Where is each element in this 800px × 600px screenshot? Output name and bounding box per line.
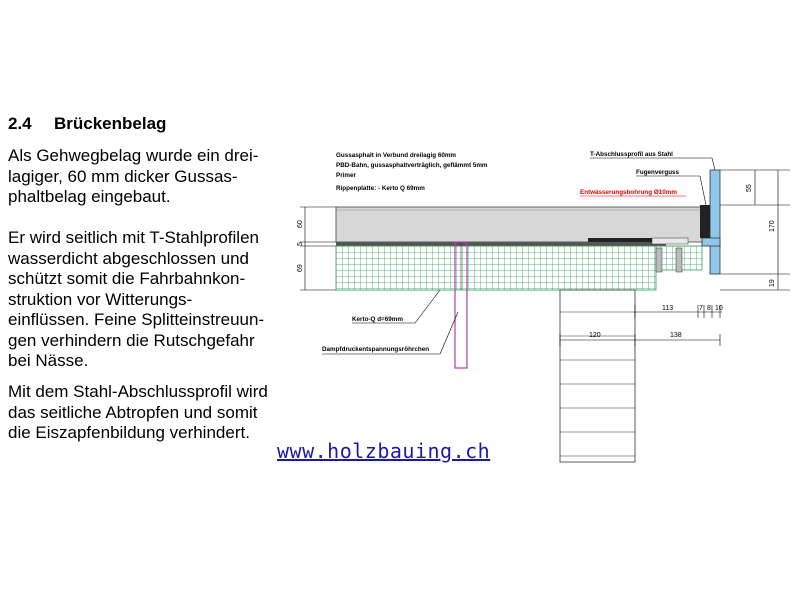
paragraph-drip-edge: Mit dem Stahl-Abschlussprofil wird das seitliche Abtropfen und somit die Eiszapfenbildung verhindert. [8,382,268,442]
callout-drainage-hole: Entwässerungsbohrung Ø10mm [580,189,677,196]
note-gussasphalt: Gussasphalt in Verbund dreilagig 60mm [336,152,457,159]
callout-fugenverguss: Fugenverguss [636,169,680,176]
section-number: 2.4 [8,114,32,133]
paragraph-profiles: Er wird seitlich mit T-Stahlprofilen wasserdicht abgeschlossen und schützt somit die Fahrbahnkon- struktion vor Witterungs- einflüssen. Feine Splitteinstreuun- gen verhindern die Rutschgefahr bei Nässe. [8,228,265,370]
membrane-layer [336,242,666,246]
note-rippenplatte: Rippenplatte: - Kerto Q 69mm [336,185,425,192]
t-profile-steel [710,170,720,274]
glulam-beam [560,290,635,462]
section-title: Brückenbelag [54,114,167,133]
dim-bottom-10: 10 [715,305,723,312]
website-link[interactable]: www.holzbauing.ch [277,439,491,463]
note-pbd-bahn: PBD-Bahn, gussasphaltverträglich, geflämmt 5mm [336,162,488,169]
asphalt-layer [336,207,702,242]
note-primer: Primer [336,172,356,179]
dim-left-asphalt: 60 [297,220,304,228]
dim-right-total: 170 [769,220,776,232]
dim-bottom-138: 138 [670,332,682,339]
dim-bottom-8: 8 [707,305,711,312]
dim-left-membrane: 5 [297,242,304,246]
callout-kerto: Kerto-Q d=69mm [352,316,403,323]
dim-bottom-7: 7 [699,305,703,312]
dim-bottom-113: 113 [662,305,674,312]
dim-right-top: 55 [746,184,753,192]
callout-t-profile: T-Abschlussprofil aus Stahl [590,151,673,158]
dim-bottom-120: 120 [589,332,601,339]
dim-right-bottom: 19 [769,279,776,287]
callout-vapor-tube: Dampfdruckentspannungsröhrchen [322,346,430,353]
kerto-plate [336,246,656,290]
paragraph-asphalt: Als Gehwegbelag wurde ein drei- lagiger, 60 mm dicker Gussas- phaltbelag eingebaut. [8,146,259,206]
dim-left-kerto: 69 [297,264,304,272]
